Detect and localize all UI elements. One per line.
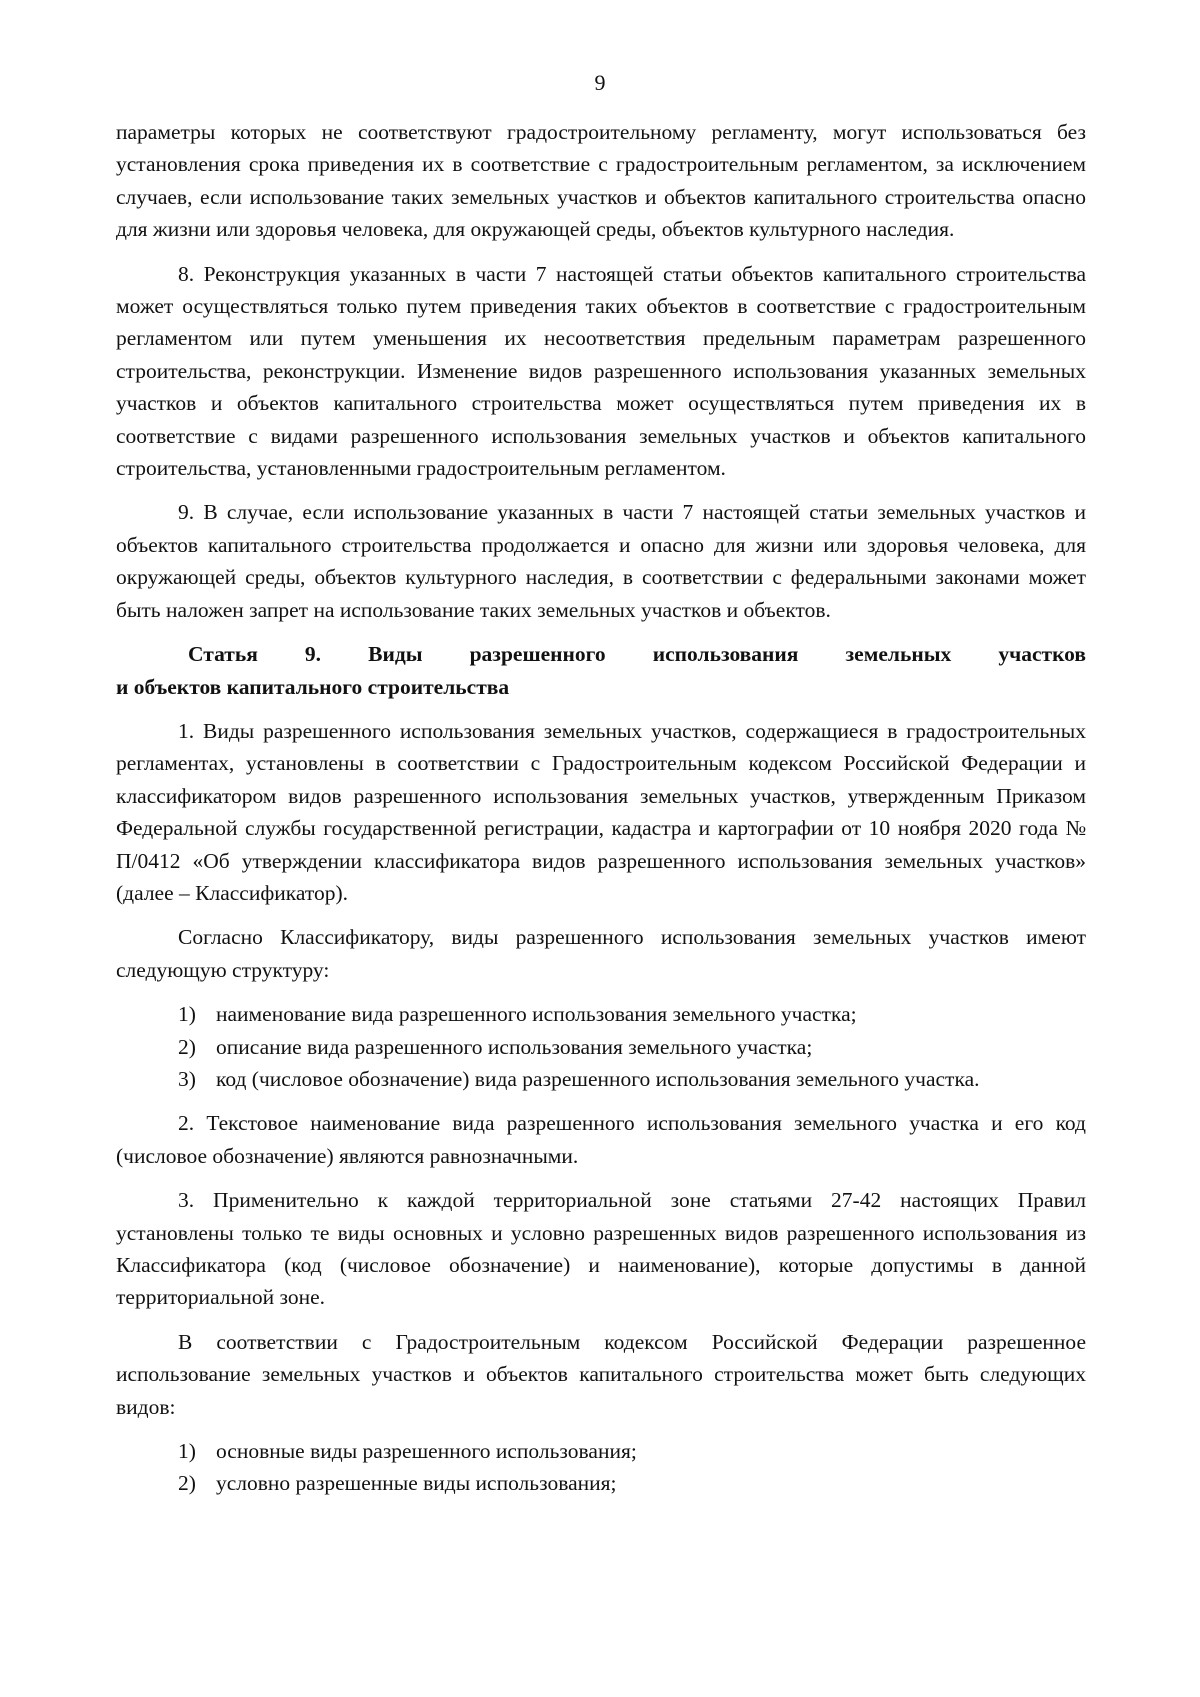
list-item <box>116 1063 1086 1095</box>
list-item-number: 1) <box>178 1439 196 1464</box>
list-item <box>116 998 1086 1030</box>
article-paragraph-3: 3. Применительно к каждой территориальной зоне статьями 27-42 настоящих Правил установлены только те виды основных и условно разрешенных видов разрешенного использования из Классификатора (код (числовое обозначение) и наименование), которые допустимы в данной территориальной зоне. <box>116 1188 1086 1310</box>
list-item <box>116 1435 1086 1467</box>
list-item-text: наименование вида разрешенного использования земельного участка; <box>216 1002 857 1027</box>
types-list <box>116 1435 1086 1500</box>
structure-intro: Согласно Классификатору, виды разрешенного использования земельных участков имеют следующую структуру: <box>116 925 1086 982</box>
list-item-text: условно разрешенные виды использования; <box>216 1471 617 1496</box>
list-item-number: 3) <box>178 1066 196 1091</box>
paragraph-8: 8. Реконструкция указанных в части 7 настоящей статьи объектов капитального строительства может осуществляться только путем приведения таких объектов в соответствие с градостроительным регламентом или путем уменьшения их несоответствия предельным параметрам разрешенного строительства, реконструкции. Изменение видов разрешенного использования указанных земельных участков и объектов капитального строительства может осуществляться путем приведения их в соответствие с видами разрешенного использования земельных участков и объектов капитального строительства, установленными градостроительным регламентом. <box>116 261 1086 481</box>
article-heading <box>116 638 1086 703</box>
article-paragraph-1: 1. Виды разрешенного использования земельных участков, содержащиеся в градостроительных регламентах, установлены в соответствии с Градостроительным кодексом Российской Федерации и классификатором видов разрешенного использования земельных участков, утвержденным Приказом Федеральной службы государственной регистрации, кадастра и картографии от 10 ноября 2020 года № П/0412 «Об утверждении классификатора видов разрешенного использования земельных участков» (далее – Классификатор). <box>116 718 1086 905</box>
types-intro: В соответствии с Градостроительным кодексом Российской Федерации разрешенное использование земельных участков и объектов капитального строительства может быть следующих видов: <box>116 1329 1086 1419</box>
list-item <box>116 1031 1086 1063</box>
list-item-number: 1) <box>178 1002 196 1027</box>
list-item-number: 2) <box>178 1034 196 1059</box>
list-item-text: основные виды разрешенного использования; <box>216 1439 637 1464</box>
page-number: 9 <box>594 70 606 95</box>
paragraph-continuation: параметры которых не соответствуют градостроительному регламенту, могут использоваться без установления срока приведения их в соответствие с градостроительным регламентом, за исключением случаев, если использование таких земельных участков и объектов капитального строительства опасно для жизни или здоровья человека, для окружающей среды, объектов культурного наследия. <box>116 120 1086 242</box>
structure-list <box>116 998 1086 1095</box>
list-item-text: описание вида разрешенного использования земельного участка; <box>216 1034 813 1059</box>
article-heading-line-2: и объектов капитального строительства <box>116 674 510 699</box>
article-heading-line-1: Статья 9. Виды разрешенного использования земельных участков <box>188 642 1086 667</box>
list-item-number: 2) <box>178 1471 196 1496</box>
paragraph-9: 9. В случае, если использование указанных в части 7 настоящей статьи земельных участков и объектов капитального строительства продолжается и опасно для жизни или здоровья человека, для окружающей среды, объектов культурного наследия, в соответствии с федеральными законами может быть наложен запрет на использование таких земельных участков и объектов. <box>116 500 1086 622</box>
list-item-text: код (числовое обозначение) вида разрешенного использования земельного участка. <box>216 1066 980 1091</box>
list-item <box>116 1467 1086 1499</box>
document-body <box>116 116 1086 1500</box>
article-paragraph-2: 2. Текстовое наименование вида разрешенного использования земельного участка и его код (числовое обозначение) являются равнозначными. <box>116 1111 1086 1168</box>
